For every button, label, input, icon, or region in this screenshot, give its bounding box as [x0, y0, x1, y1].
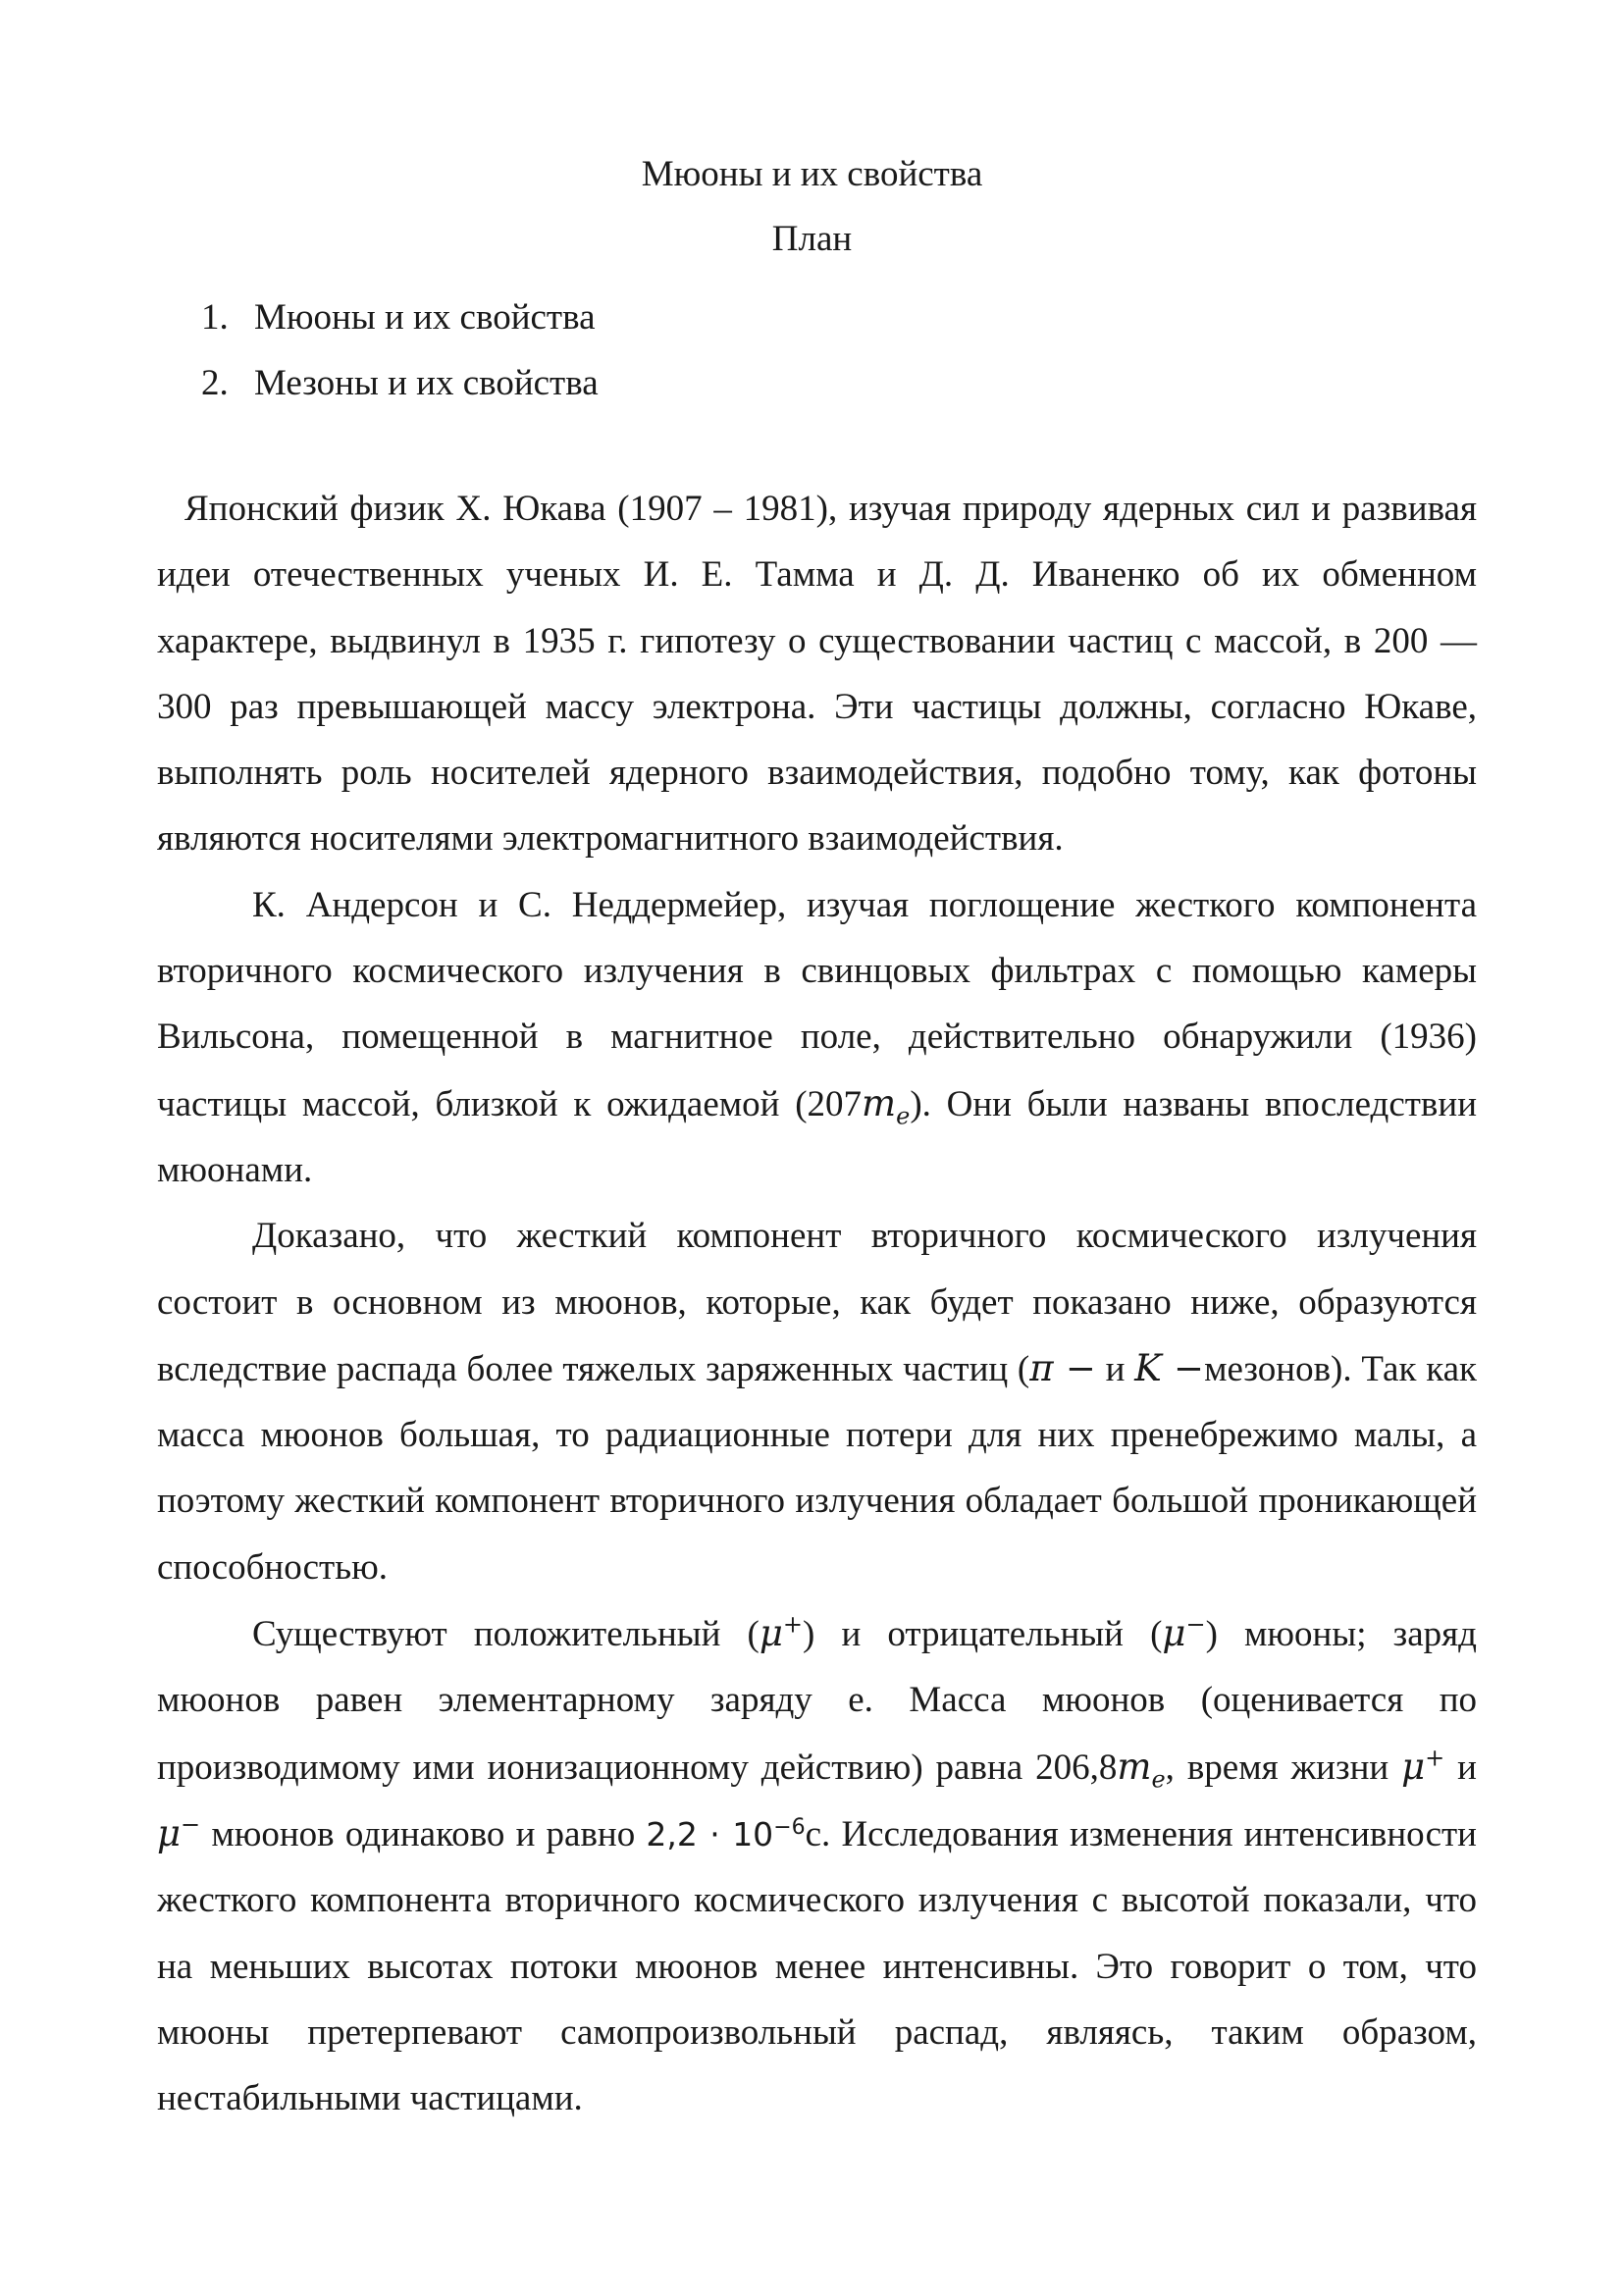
plan-heading: План	[771, 219, 853, 259]
plan-list	[201, 285, 599, 416]
electron-mass-symbol: $m_e$	[1117, 1745, 1166, 1794]
body-text	[157, 476, 1477, 2131]
paragraph-text: и	[1444, 1747, 1477, 1788]
plan-item-number: 2.	[201, 363, 229, 403]
paragraph-anderson	[157, 872, 1477, 1203]
plan-item-text: Мезоны и их свойства	[254, 363, 599, 403]
k-meson-symbol: K −	[1134, 1346, 1205, 1389]
mu-minus-symbol: μ−	[1162, 1610, 1206, 1655]
paragraph-yukawa	[157, 476, 1477, 872]
pi-meson-symbol: π −	[1029, 1346, 1096, 1389]
plan-item-text: Мюоны и их свойства	[254, 297, 596, 338]
paragraph-text: мезонов). Так как масса мюонов большая, то радиационные потери для них пренебрежимо малы, а поэтому жесткий компонент вторичного излучения обладает большой проникающей способностью.	[157, 1348, 1478, 1588]
paragraph-text: К. Андерсон и С. Неддермейер, изучая поглощение жесткого компонента вторичного космического излучения в свинцовых фильтрах с помощью камеры Вильсона, помещенной в магнитное поле, действительно обнаружили (1936) частицы массой, близкой к ожидаемой (207	[157, 884, 1477, 1124]
page-title: Мюоны и их свойства	[641, 154, 983, 194]
mu-plus-symbol: μ+	[1401, 1744, 1445, 1788]
mu-plus-symbol: μ+	[759, 1610, 804, 1655]
paragraph-text: ). Они были названы впоследствии мюонами.	[157, 1083, 1477, 1190]
paragraph-text: мюонов одинаково и равно	[200, 1813, 647, 1854]
paragraph-muon-properties	[157, 1600, 1477, 2131]
paragraph-text: , время жизни	[1165, 1747, 1402, 1788]
paragraph-text: ) и отрицательный (	[803, 1614, 1163, 1655]
paragraph-text: ) мюоны; заряд мюонов равен элементарному заряду e. Масса мюонов (оценивается по производимому ими ионизационному действию) равна 206,8	[157, 1614, 1477, 1788]
paragraph-text: Доказано, что жесткий компонент вторичного космического излучения состоит в основном из мюонов, которые, как будет показано ниже, образуются вследствие распада более тяжелых заряженных частиц (	[157, 1216, 1477, 1389]
lifetime-value: $2,2 \cdot 10^{-6}$	[646, 1814, 806, 1853]
plan-item-number: 1.	[201, 297, 229, 338]
electron-mass-symbol: $m_e$	[862, 1081, 911, 1130]
plan-item	[201, 350, 599, 416]
paragraph-text: Существуют положительный (	[252, 1614, 760, 1655]
paragraph-text: с. Исследования изменения интенсивности жесткого компонента вторичного космического излучения с высотой показали, что на меньших высотах потоки мюонов менее интенсивны. Это говорит о том, что мюоны претерпевают самопроизвольный распад, являясь, таким образом, нестабильными частицами.	[157, 1813, 1477, 2119]
mu-minus-symbol: μ−	[157, 1810, 201, 1854]
paragraph-text: и	[1095, 1348, 1135, 1389]
paragraph-hard-component	[157, 1203, 1477, 1600]
paragraph-text: Японский физик X. Юкава (1907 – 1981), изучая природу ядерных сил и развивая идеи отечественных ученых И. Е. Тамма и Д. Д. Иваненко об их обменном характере, выдвинул в 1935 г. гипотезу о существовании частиц с массой, в 200 — 300 раз превышающей массу электрона. Эти частицы должны, согласно Юкаве, выполнять роль носителей ядерного взаимодействия, подобно тому, как фотоны являются носителями электромагнитного взаимодействия.	[157, 489, 1477, 860]
plan-item	[201, 285, 599, 350]
